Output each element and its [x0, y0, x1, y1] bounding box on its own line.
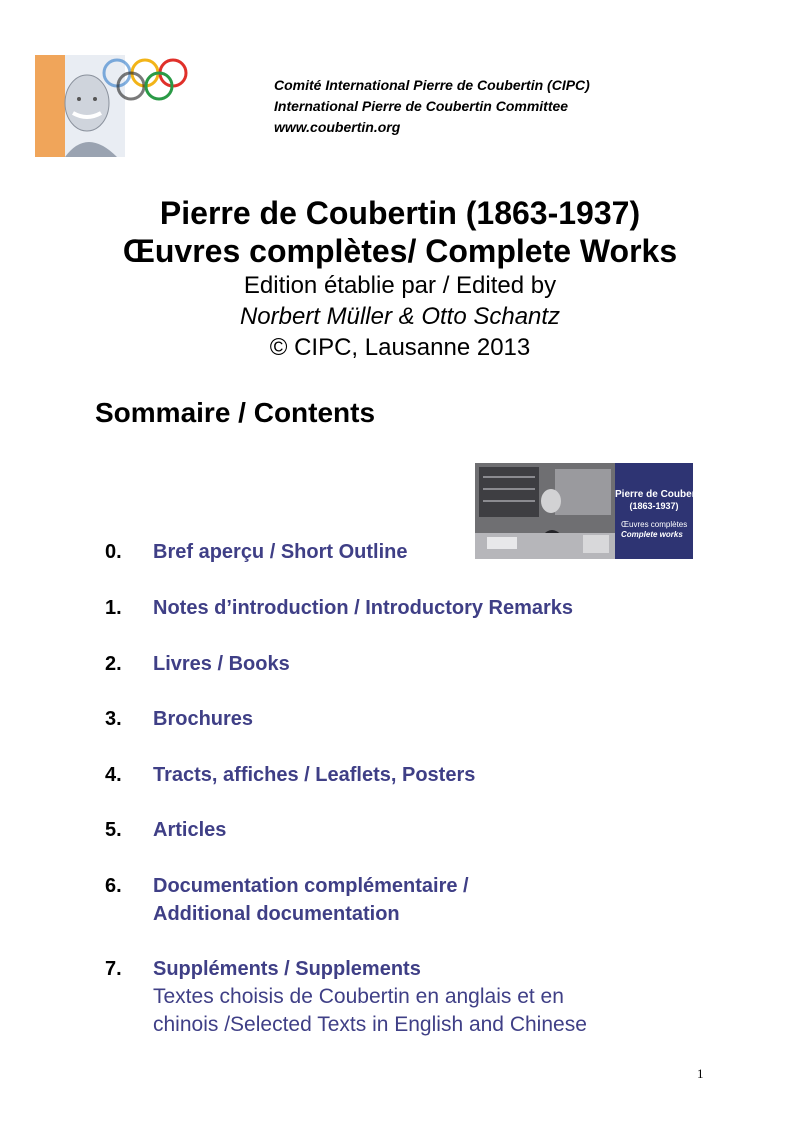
- book-cover-subtitle-fr: Œuvres complètes: [621, 520, 688, 529]
- toc-number: 6.: [105, 875, 122, 897]
- book-cover-years: (1863-1937): [629, 501, 679, 511]
- toc-link[interactable]: Suppléments / Supplements: [153, 958, 421, 980]
- edited-by-label: Edition établie par / Edited by: [243, 272, 557, 299]
- coubertin-portrait-logo-icon: [35, 55, 195, 157]
- toc-number: 4.: [105, 764, 122, 786]
- book-cover-text: [615, 489, 708, 540]
- book-cover-title: Pierre de Coubertin: [615, 489, 708, 500]
- toc-number: 2.: [105, 653, 122, 675]
- toc-link[interactable]: Livres / Books: [153, 653, 290, 675]
- toc-link[interactable]: Notes d’introduction / Introductory Remarks: [153, 597, 574, 619]
- book-cover-subtitle-en: Complete works: [621, 530, 683, 539]
- toc-number: 7.: [105, 958, 122, 980]
- page-number: 1: [697, 1066, 704, 1081]
- cipc-logo: [35, 55, 195, 157]
- book-cover-image: [475, 463, 708, 559]
- toc-number: 1.: [105, 597, 122, 619]
- toc-link[interactable]: Brochures: [153, 708, 254, 730]
- main-subtitle: Œuvres complètes/ Complete Works: [122, 233, 678, 269]
- website-link[interactable]: www.coubertin.org: [274, 119, 401, 135]
- org-name-en: International Pierre de Coubertin Committee: [274, 98, 569, 114]
- toc-link[interactable]: Documentation complémentaire /: [153, 875, 469, 897]
- title-block: [0, 194, 800, 363]
- contents-heading: Sommaire / Contents: [95, 397, 376, 428]
- toc-link-continued[interactable]: Additional documentation: [153, 903, 400, 925]
- toc-link[interactable]: Tracts, affiches / Leaflets, Posters: [153, 764, 476, 786]
- toc-description-continued: chinois /Selected Texts in English and Chinese: [153, 1013, 587, 1036]
- toc-description: Textes choisis de Coubertin en anglais et en: [153, 985, 564, 1008]
- main-title: Pierre de Coubertin (1863-1937): [159, 195, 641, 231]
- org-name-fr: Comité International Pierre de Coubertin (CIPC): [274, 77, 590, 93]
- toc-link[interactable]: Articles: [153, 819, 227, 841]
- header-org-info: [274, 75, 590, 138]
- editors-names: Norbert Müller & Otto Schantz: [239, 303, 561, 330]
- copyright-line: © CIPC, Lausanne 2013: [269, 334, 531, 361]
- toc-number: 3.: [105, 708, 122, 730]
- toc-number: 0.: [105, 541, 122, 563]
- toc-number: 5.: [105, 819, 122, 841]
- toc-link[interactable]: Bref aperçu / Short Outline: [153, 541, 408, 563]
